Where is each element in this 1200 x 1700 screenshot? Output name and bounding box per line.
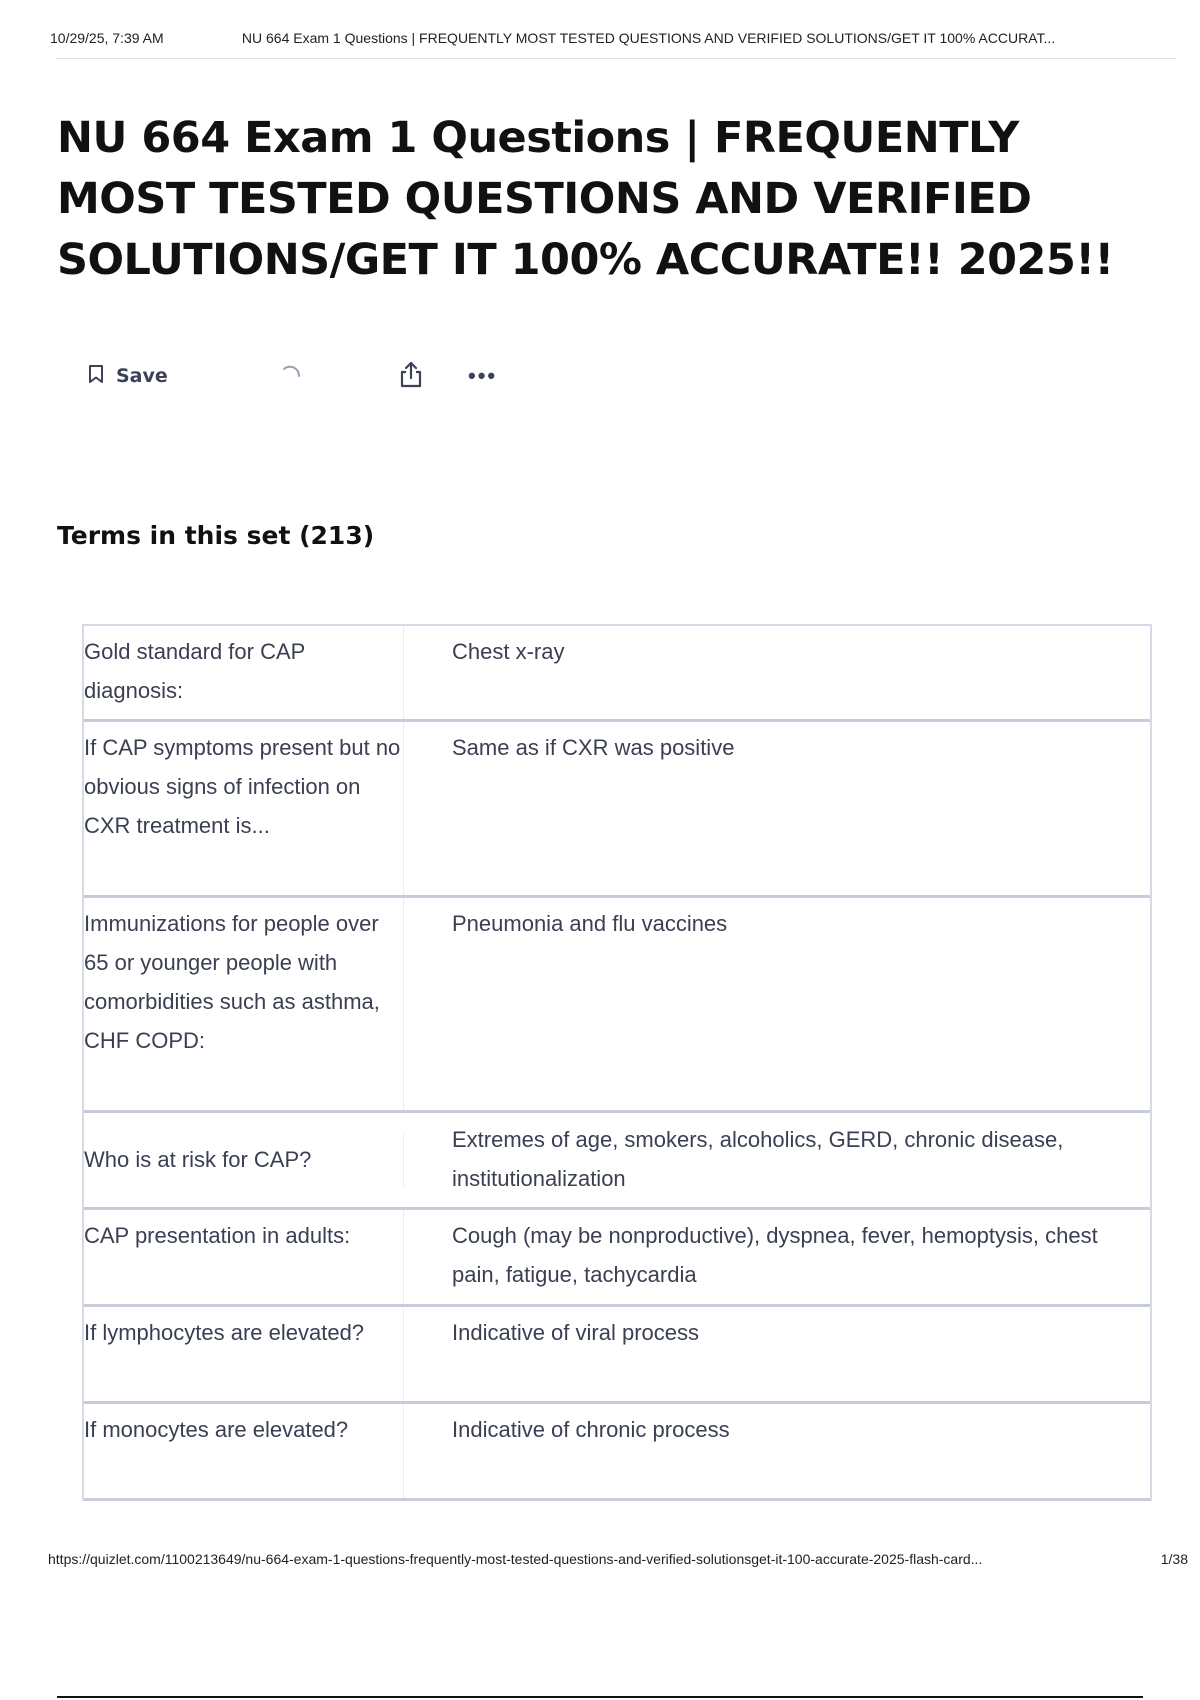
term-text: Gold standard for CAP diagnosis: xyxy=(84,626,404,719)
spinner-icon xyxy=(278,360,302,392)
save-label: Save xyxy=(116,365,168,387)
print-footer xyxy=(48,1551,1188,1567)
term-row xyxy=(84,1307,1150,1404)
term-text: CAP presentation in adults: xyxy=(84,1210,404,1304)
term-row xyxy=(84,1210,1150,1307)
print-datetime: 10/29/25, 7:39 AM xyxy=(50,30,164,46)
more-icon: ••• xyxy=(468,363,498,388)
definition-text: Same as if CXR was positive xyxy=(452,735,735,760)
bottom-divider xyxy=(57,1696,1143,1698)
term-row xyxy=(84,626,1150,722)
share-icon xyxy=(398,360,424,393)
page-title: NU 664 Exam 1 Questions | FREQUENTLY MOST TESTED QUESTIONS AND VERIFIED SOLUTIONS/GET IT 100% ACCURATE!! 2025!! xyxy=(57,113,1114,285)
page-number: 1/38 xyxy=(1160,1551,1188,1567)
set-toolbar xyxy=(88,360,588,392)
definition-text: Indicative of chronic process xyxy=(452,1417,730,1442)
definition-text: Indicative of viral process xyxy=(452,1320,699,1345)
term-text: Immunizations for people over 65 or younger people with comorbidities such as asthma, CHF COPD: xyxy=(84,898,404,1110)
print-doc-title: NU 664 Exam 1 Questions | FREQUENTLY MOST TESTED QUESTIONS AND VERIFIED SOLUTIONS/GET IT 100% ACCURAT... xyxy=(241,30,1056,46)
header-divider xyxy=(56,58,1176,59)
term-row xyxy=(84,722,1150,898)
share-button[interactable] xyxy=(398,360,424,392)
term-row xyxy=(84,1113,1150,1210)
term-text: Who is at risk for CAP? xyxy=(84,1134,404,1187)
term-text: If lymphocytes are elevated? xyxy=(84,1307,404,1401)
terms-heading: Terms in this set (213) xyxy=(57,521,375,550)
bookmark-icon xyxy=(88,364,104,389)
term-text: If monocytes are elevated? xyxy=(84,1404,404,1498)
more-options-button[interactable] xyxy=(468,360,497,392)
terms-table xyxy=(82,624,1152,1501)
page-url[interactable]: https://quizlet.com/1100213649/nu-664-exam-1-questions-frequently-most-tested-questions-and-verified-solutionsget-it-100-accurate-2025-flash-card... xyxy=(48,1551,983,1567)
save-button[interactable] xyxy=(88,360,168,392)
term-text: If CAP symptoms present but no obvious signs of infection on CXR treatment is... xyxy=(84,722,404,895)
definition-text: Extremes of age, smokers, alcoholics, GERD, chronic disease, institutionalization xyxy=(452,1127,1064,1191)
print-header xyxy=(50,30,1180,46)
definition-text: Pneumonia and flu vaccines xyxy=(452,911,728,936)
term-row xyxy=(84,1404,1150,1501)
term-row xyxy=(84,898,1150,1113)
definition-text: Cough (may be nonproductive), dyspnea, fever, hemoptysis, chest pain, fatigue, tachycardia xyxy=(452,1223,1098,1287)
definition-text: Chest x-ray xyxy=(452,639,565,664)
